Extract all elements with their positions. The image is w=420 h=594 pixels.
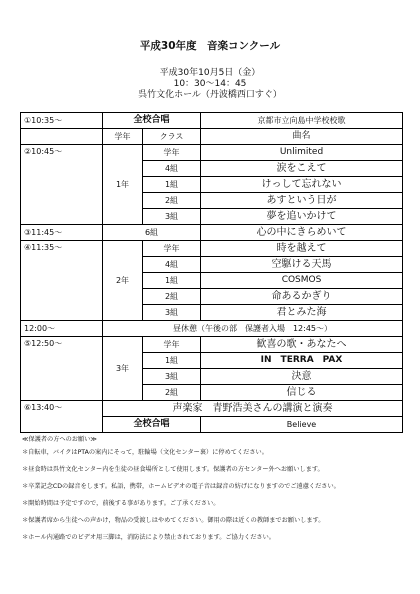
time-slot: ⑥13:40〜 (21, 401, 103, 433)
song-cell: 心の中にきらめいて (201, 225, 403, 241)
table-header-row (21, 129, 403, 145)
event-meta (0, 68, 420, 101)
song-cell: 夢を追いかけて (201, 209, 403, 225)
class-cell: 2組 (143, 385, 201, 401)
song-cell: 決意 (201, 369, 403, 385)
class-cell: 3組 (143, 369, 201, 385)
notes-section (22, 436, 402, 551)
special-cell: 声楽家 青野浩美さんの講演と演奏 (103, 401, 403, 417)
event-date: 平成30年10月5日（金） (159, 68, 261, 78)
song-cell: 命あるかぎり (201, 289, 403, 305)
song-cell: 京都市立向島中学校校歌 (201, 113, 403, 129)
header-song: 曲名 (201, 129, 403, 145)
song-cell: 君とみた海 (201, 305, 403, 321)
class-cell: 学年 (143, 337, 201, 353)
table-row (21, 241, 403, 257)
table-row (21, 225, 403, 241)
break-cell: 昼休憩（午後の部 保護者入場 12:45〜） (103, 321, 403, 337)
table-row (21, 145, 403, 161)
page-title: 平成30年度 音楽コンクール (139, 40, 281, 52)
class-cell: 6組 (103, 225, 201, 241)
class-cell: 2組 (143, 289, 201, 305)
lunch-break-row (21, 321, 403, 337)
class-cell: 3組 (143, 305, 201, 321)
time-slot: 12:00〜 (21, 321, 103, 337)
note-item: ＊自転車，バイクはPTAの案内にそって，駐輪場（文化センター裏）に停めてください。 (22, 449, 268, 456)
class-cell: 1組 (143, 177, 201, 193)
time-slot: ④11:35〜 (21, 241, 103, 321)
time-slot: ③11:45〜 (21, 225, 103, 241)
header-grade: 学年 (103, 129, 143, 145)
song-cell: 信じる (201, 385, 403, 401)
note-item: ＊卒業記念CDの録音をします。私語，携帯，ホームビデオの電子音は録音の妨げになりますのでご遠慮ください。 (22, 483, 340, 490)
song-cell: けっして忘れない (201, 177, 403, 193)
class-cell: 3組 (143, 209, 201, 225)
grade-cell: 2年 (103, 241, 143, 321)
group-cell: 全校合唱 (103, 113, 201, 129)
class-cell: 1組 (143, 353, 201, 369)
program-table (20, 112, 403, 433)
song-cell: Believe (201, 417, 403, 433)
class-cell: 1組 (143, 273, 201, 289)
event-venue: 呉竹文化ホール（丹波橋西口すぐ） (138, 90, 282, 100)
table-row (21, 401, 403, 417)
song-cell: IN TERRA PAX (201, 353, 403, 369)
song-cell: Unlimited (201, 145, 403, 161)
class-cell: 学年 (143, 241, 201, 257)
blank-cell (21, 129, 103, 145)
time-slot: ②10:45〜 (21, 145, 103, 225)
song-cell: あすという日が (201, 193, 403, 209)
song-cell: COSMOS (201, 273, 403, 289)
note-item: ＊保護者席から生徒への声かけ，物品の受渡しはやめてください。御用の際は近くの教師までお願いします。 (22, 517, 325, 524)
group-cell: 全校合唱 (103, 417, 201, 433)
notes-heading: ≪保護者の方へのお願い≫ (22, 436, 97, 443)
grade-cell: 1年 (103, 145, 143, 225)
class-cell: 学年 (143, 145, 201, 161)
event-time: 10：30〜14：45 (173, 79, 247, 89)
song-cell: 涙をこえて (201, 161, 403, 177)
grade-cell: 3年 (103, 337, 143, 401)
note-item: ＊開始時間は予定ですので，前後する事があります。ご了承ください。 (22, 500, 220, 507)
table-row (21, 337, 403, 353)
song-cell: 歓喜の歌・あなたへ (201, 337, 403, 353)
song-cell: 空駆ける天馬 (201, 257, 403, 273)
note-item: ＊昼食時は呉竹文化センター内を生徒の昼食場所として使用します。保護者の方センター外へお願いします。 (22, 466, 324, 473)
class-cell: 2組 (143, 193, 201, 209)
class-cell: 4組 (143, 161, 201, 177)
song-cell: 時を越えて (201, 241, 403, 257)
time-slot: ⑤12:50〜 (21, 337, 103, 401)
note-item: ＊ホール内通路でのビデオ用三脚は，消防法により禁止されております。ご協力ください。 (22, 534, 275, 541)
class-cell: 4組 (143, 257, 201, 273)
time-slot: ①10:35〜 (21, 113, 103, 129)
header-class: クラス (143, 129, 201, 145)
table-row (21, 113, 403, 129)
